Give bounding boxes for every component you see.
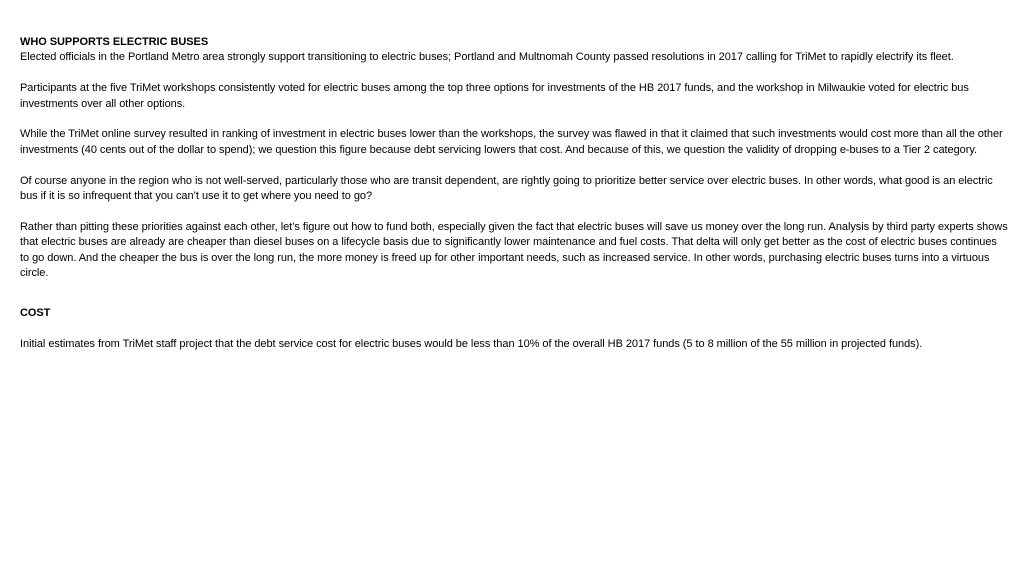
paragraph-cost-estimate: Initial estimates from TriMet staff project that the debt service cost for electric buses would be less than 10% of the overall HB 2017 funds (5 to 8 million of the 55 million in projected funds). (20, 338, 923, 351)
paragraph-transit-dependent: Of course anyone in the region who is not well-served, particularly those who are transit dependent, are rightly going to prioritize better service over electric buses. In other words, what good is an electric bus if it is so infrequent that you can’t use it to get where you need to go? (20, 174, 993, 203)
paragraph-online-survey: While the TriMet online survey resulted in ranking of investment in electric buses lower than the workshops, the survey was flawed in that it claimed that such investments would cost more than all the other investments (40 cents out of the dollar to spend); we question this figure because debt servicing lowers that cost. And because of this, we question the validity of dropping e-buses to a Tier 2 category. (20, 128, 1003, 156)
paragraph-workshops: Participants at the five TriMet workshops consistently voted for electric buses among the top three options for investments of the HB 2017 funds, and the workshop in Milwaukie voted for electric bus investments over all other options. (20, 82, 969, 110)
spacer (20, 204, 1008, 219)
section-heading-supporters: WHO SUPPORTS ELECTRIC BUSES (20, 36, 209, 48)
section-heading-cost: COST (20, 307, 51, 320)
spacer (20, 158, 1008, 173)
spacer (20, 66, 1008, 81)
paragraph-elected-officials: Elected officials in the Portland Metro area strongly support transitioning to electric buses; Portland and Multnomah County passed resolutions in 2017 calling for TriMet to rapidly electrify its fleet. (20, 51, 954, 64)
spacer (20, 322, 1008, 337)
document-page (20, 35, 1008, 353)
paragraph-fund-both: Rather than pitting these priorities against each other, let’s figure out how to fund both, especially given the fact that electric buses will save us money over the long run. Analysis by third party experts shows that electric buses are already are cheaper than diesel buses on a lifecycle basis due to significantly lower maintenance and fuel costs. That delta will only get better as the cost of electric buses continues to go down. And the cheaper the bus is over the long run, the more money is freed up for other important needs, such as increased service. In other words, purchasing electric buses turns into a virtuous circle. (20, 220, 1008, 280)
spacer (20, 281, 1008, 306)
spacer (20, 112, 1008, 127)
